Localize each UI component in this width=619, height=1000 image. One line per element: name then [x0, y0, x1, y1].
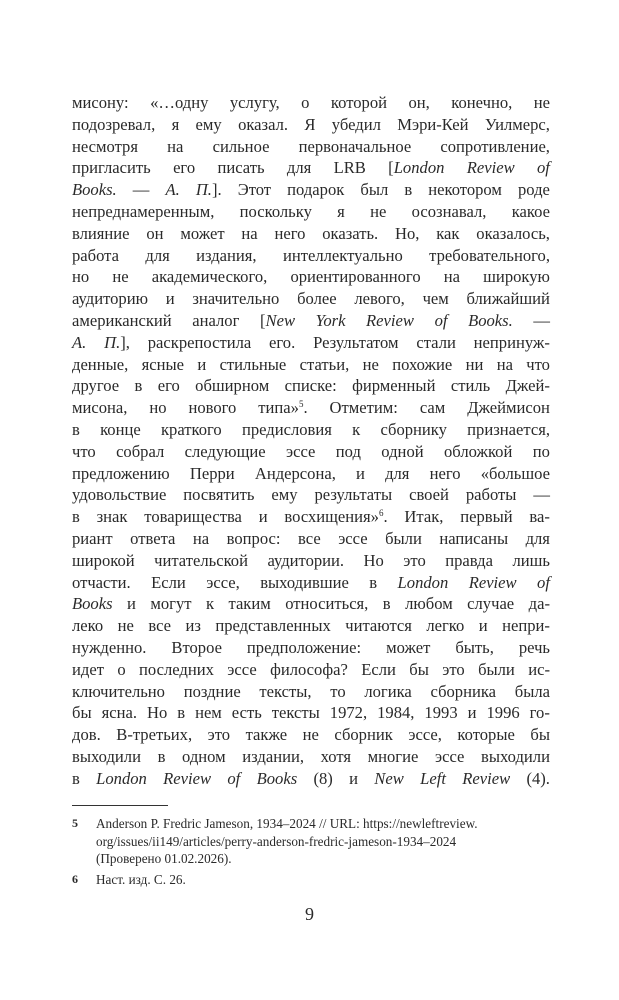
body-line: пригласить его писать для LRB [London Review of	[72, 158, 550, 178]
body-line: мисону: «…одну услугу, о которой он, конечно, не	[72, 93, 550, 112]
body-line: непреднамеренным, поскольку я не осознавал, какое	[72, 201, 550, 221]
body-line: несмотря на сильное первоначальное сопротивление,	[72, 136, 550, 156]
body-line: другое в его обширном списке: фирменный стиль Джей-	[72, 376, 550, 396]
body-line: денные, ясные и стильные статьи, не похожие ни на что	[72, 354, 550, 374]
page-number: 9	[305, 904, 314, 924]
footnote-text	[96, 815, 550, 868]
body-line: леко не все из представленных читаются легко и непри-	[72, 616, 550, 636]
body-line: в London Review of Books (8) и New Left Review (4).	[72, 768, 550, 788]
body-line: удовольствие посвятить ему результаты своей работы —	[72, 485, 550, 505]
footnote-number: 5	[72, 816, 78, 830]
footnote-line: Anderson P. Fredric Jameson, 1934–2024 // URL: https://newleftreview.	[96, 816, 478, 831]
footnotes	[72, 815, 550, 888]
body-line: но не академического, ориентированного на широкую	[72, 267, 550, 287]
body-line: мисона, но нового типа»$^5$. Отметим: сам Джеймисон	[72, 398, 550, 418]
body-line: ключительно поздние тексты, то логика сборника была	[72, 681, 550, 701]
footnote-number: 6	[72, 871, 78, 886]
body-line: американский аналог [New York Review of Books. —	[72, 310, 550, 330]
body-line: нужденно. Второе предположение: может быть, речь	[72, 637, 550, 657]
body-line: идет о последних эссе философа? Если бы это были ис-	[72, 659, 550, 679]
body-line: дов. В-третьих, это также не сборник эссе, которые бы	[72, 725, 550, 745]
body-line: что собрал следующие эссе под одной обложкой по	[72, 441, 550, 461]
body-line: предложению Перри Андерсона, и для него «большое	[72, 463, 550, 483]
body-line: влияние он может на него оказать. Но, как оказалось,	[72, 223, 550, 243]
body-line: аудиторию и значительно более левого, чем ближайший	[72, 289, 550, 309]
body-line: Books и могут к таким относиться, в любом случае да-	[72, 594, 550, 614]
footnote	[72, 815, 550, 868]
body-line: отчасти. Если эссе, выходившие в London Review of	[72, 572, 550, 592]
footnote-line: Наст. изд. С. 26.	[96, 871, 186, 887]
body-line: А. П.], раскрепостила его. Результатом стали непринуж-	[72, 332, 550, 352]
body-text	[72, 92, 550, 790]
body-line: в знак товарищества и восхищения»$^6$. Итак, первый ва-	[72, 507, 550, 527]
body-line: широкой читательской аудитории. Но это правда лишь	[72, 550, 550, 570]
footnote	[72, 871, 550, 889]
body-line: выходили в одном издании, хотя многие эссе выходили	[72, 746, 550, 766]
body-line: работа для издания, интеллектуально требовательного,	[72, 245, 550, 265]
body-line: подозревал, я ему оказал. Я убедил Мэри-Кей Уилмерс,	[72, 114, 550, 134]
footnote-line: (Проверено 01.02.2026).	[96, 851, 232, 867]
footnote-divider	[72, 805, 168, 806]
footnote-line: org/issues/ii149/articles/perry-anderson-fredric-jameson-1934–2024	[96, 833, 457, 849]
body-line: Books. — А. П.]. Этот подарок был в некотором роде	[72, 180, 550, 200]
footnote-text	[96, 871, 550, 889]
body-line: риант ответа на вопрос: все эссе были написаны для	[72, 528, 550, 548]
body-line: в конце краткого предисловия к сборнику признается,	[72, 419, 550, 439]
body-line: бы ясна. Но в нем есть тексты 1972, 1984, 1993 и 1996 го-	[72, 703, 550, 723]
